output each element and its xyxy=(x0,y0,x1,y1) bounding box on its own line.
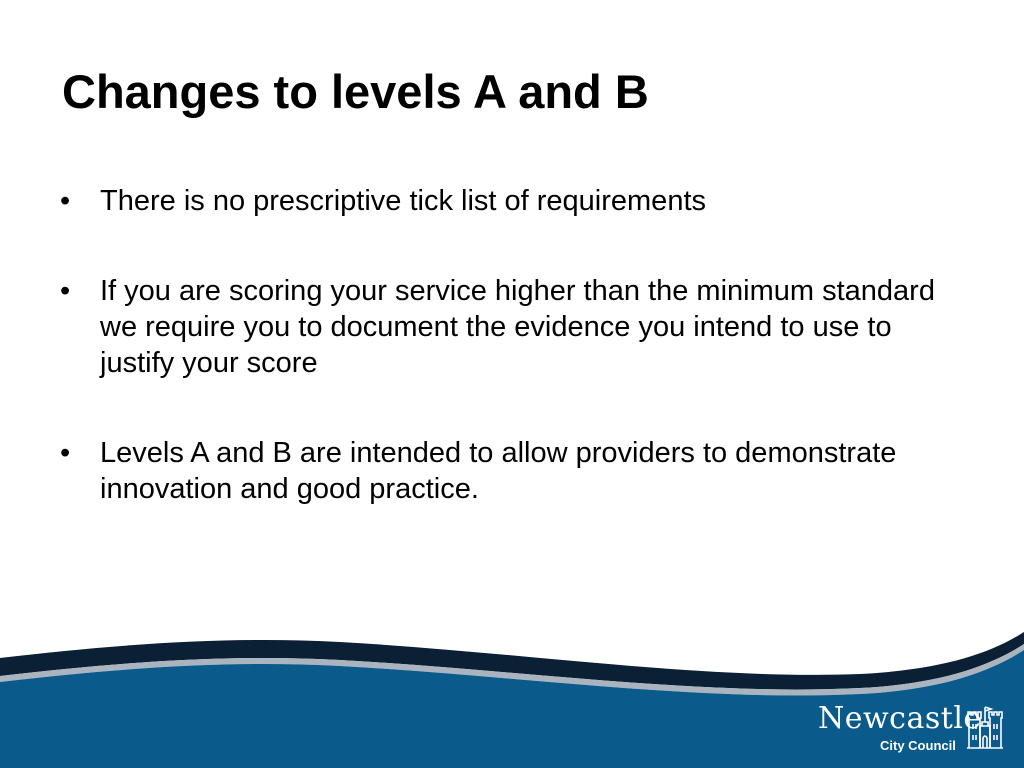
logo-subtitle: City Council xyxy=(880,738,956,753)
newcastle-logo xyxy=(818,702,1008,758)
logo-wordmark: Newcastle xyxy=(818,701,982,736)
bullet-list xyxy=(60,183,960,561)
bullet-item xyxy=(60,435,960,507)
bullet-marker: • xyxy=(60,185,71,217)
bullet-marker: • xyxy=(60,437,71,469)
bullet-text: Levels A and B are intended to allow providers to demonstrate innovation and good practice. xyxy=(100,437,897,505)
slide-title: Changes to levels A and B xyxy=(62,65,649,118)
bullet-text: If you are scoring your service higher than the minimum standard we require you to document the evidence you intend to use to justify your score xyxy=(100,275,935,379)
bullet-item xyxy=(60,183,960,219)
bullet-item xyxy=(60,273,960,381)
bullet-text: There is no prescriptive tick list of requirements xyxy=(100,185,706,217)
bullet-marker: • xyxy=(60,275,71,307)
castle-icon xyxy=(966,704,1004,750)
